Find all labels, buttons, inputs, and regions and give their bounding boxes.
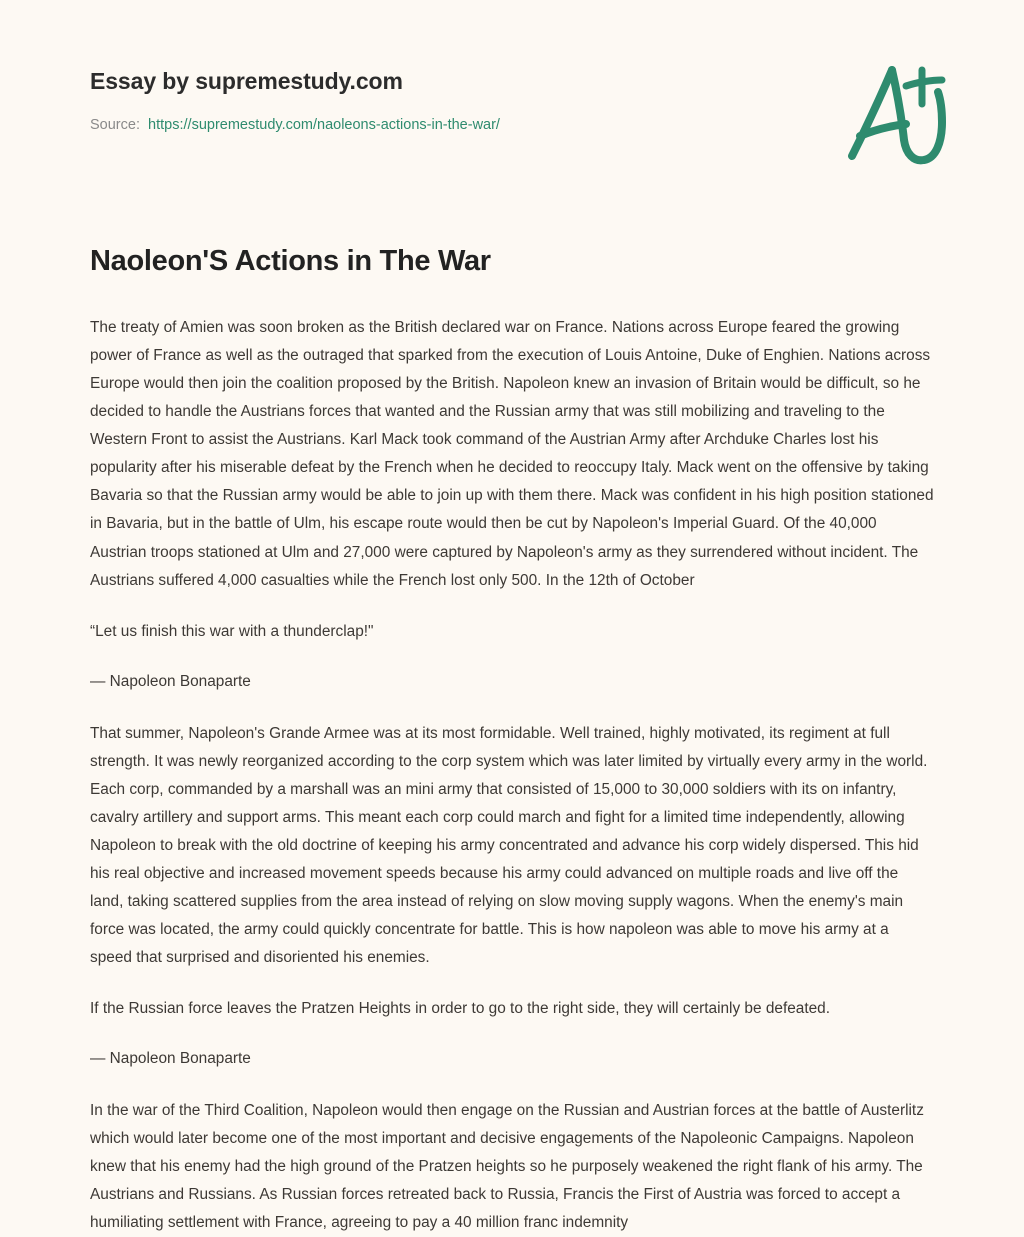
body-paragraph: The treaty of Amien was soon broken as the British declared war on France. Nations across Europe feared the growing power of France as well as the outraged that sparked from the execution of Louis Antoine, Duke of Enghien. Nations across Europe would then join the coalition proposed by the British. Napoleon knew an invasion of Britain would be difficult, so he decided to handle the Austrians forces that wanted and the Russian army that was still mobilizing and traveling to the Western Front to assist the Austrians. Karl Mack took command of the Austrian Army after Archduke Charles lost his popularity after his miserable defeat by the French when he decided to reoccupy Italy. Mack went on the offensive by taking Bavaria so that the Russian army would be able to join up with them there. Mack was confident in his high position stationed in Bavaria, but in the battle of Ulm, his escape route would then be cut by Napoleon's Imperial Guard. Of the 40,000 Austrian troops stationed at Ulm and 27,000 were captured by Napoleon's army as they surrendered without incident. The Austrians suffered 4,000 casualties while the French lost only 500. In the 12th of October (90, 319, 934, 589)
body-paragraph: In the war of the Third Coalition, Napoleon would then engage on the Russian and Austrian forces at the battle of Austerlitz which would later become one of the most important and decisive engagements of the Napoleonic Campaigns. Napoleon knew that his enemy had the high ground of the Pratzen heights so he purposely weakened the right flank of his army. The Austrians and Russians. As Russian forces retreated back to Russia, Francis the First of Austria was forced to accept a humiliating settlement with France, agreeing to pay a 40 million franc indemnity (90, 1101, 924, 1232)
quote-attribution: — Napoleon Bonaparte (90, 672, 251, 690)
source-line (90, 116, 934, 135)
page-title: Naoleon'S Actions in The War (90, 245, 491, 277)
quote-attribution: — Napoleon Bonaparte (90, 1049, 251, 1067)
page-header (0, 0, 1024, 150)
pull-quote: “Let us finish this war with a thunderclap!" (90, 622, 374, 640)
source-label: Source: (90, 116, 140, 133)
source-url-link[interactable]: https://supremestudy.com/naoleons-actions-in-the-war/ (148, 116, 500, 133)
brand-title: Essay by supremestudy.com (90, 68, 403, 94)
article (0, 150, 1024, 1237)
aplus-logo-icon (838, 52, 958, 170)
article-body (90, 279, 934, 1237)
pull-quote: If the Russian force leaves the Pratzen Heights in order to go to the right side, they will certainly be defeated. (90, 999, 831, 1017)
body-paragraph: That summer, Napoleon's Grande Armee was at its most formidable. Well trained, highly motivated, its regiment at full strength. It was newly reorganized according to the corp system which was later limited by virtually every army in the world. Each corp, commanded by a marshall was an mini army that consisted of 15,000 to 30,000 soldiers with its on infantry, cavalry artillery and support arms. This meant each corp could march and fight for a limited time independently, allowing Napoleon to break with the old doctrine of keeping his army concentrated and advance his corp widely dispersed. This hid his real objective and increased movement speeds because his army could advanced on multiple roads and live off the land, taking scattered supplies from the area instead of relying on slow moving supply wagons. When the enemy's main force was located, the army could quickly concentrate for battle. This is how napoleon was able to move his army at a speed that surprised and disoriented his enemies. (90, 724, 928, 966)
